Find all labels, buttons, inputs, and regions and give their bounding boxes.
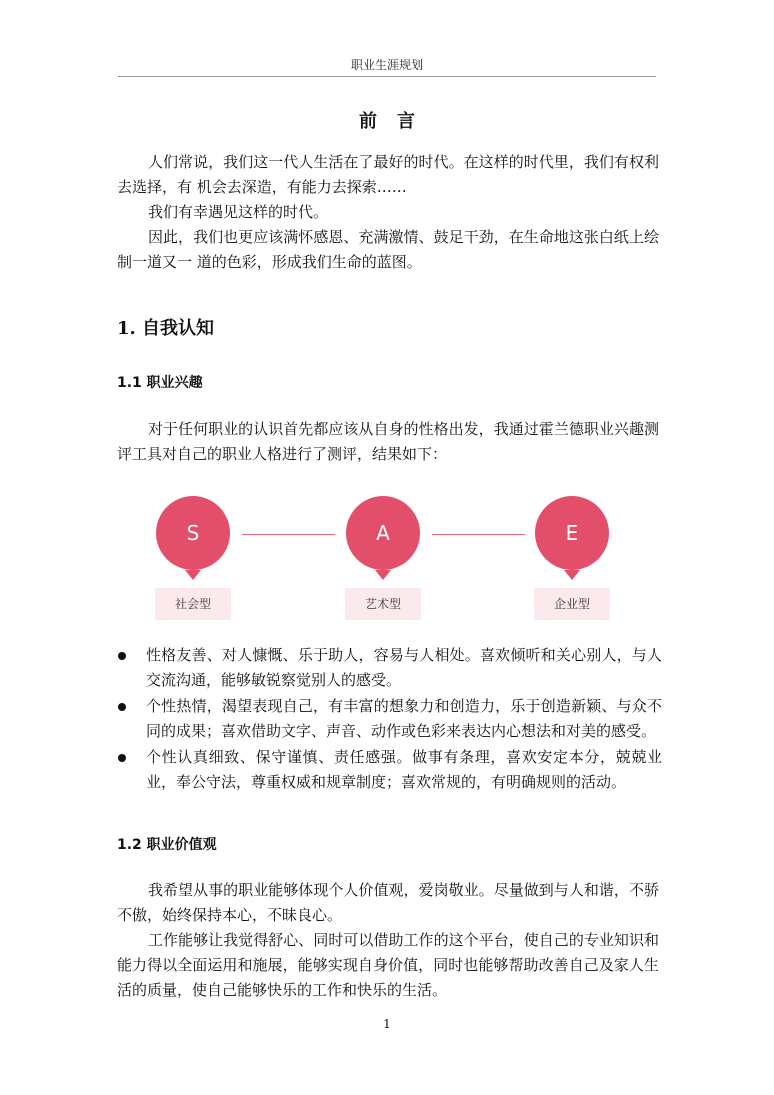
preface-paragraph-2: 我们有幸遇见这样的时代。: [148, 203, 329, 221]
holland-type-enterprising: [532, 494, 612, 624]
list-item-text: 性格友善、对人慷慨、乐于助人，容易与人相处。喜欢倾听和关心别人，与人交流沟通，能够敏锐察觉别人的感受。: [146, 646, 662, 689]
section-heading-self-awareness: 1. 自我认知: [117, 318, 215, 339]
type-letter-circle: A: [346, 496, 420, 570]
type-letter-circle: E: [535, 496, 609, 570]
bullet-icon: [118, 703, 126, 711]
pointer-triangle: [564, 570, 580, 580]
preface-paragraph-1: 人们常说，我们这一代人生活在了最好的时代。在这样的时代里，我们有权利去选择，有 机会去深造，有能力去探索……: [117, 153, 659, 196]
career-values-paragraph-2: 工作能够让我觉得舒心、同时可以借助工作的这个平台，使自己的专业知识和能力得以全面运用和施展，能够实现自身价值，同时也能够帮助改善自己及家人生活的质量，使自己能够快乐的工作和快乐的生活。: [117, 931, 659, 999]
page-number: 1: [383, 1017, 391, 1031]
list-item: [117, 694, 662, 744]
list-item-text: 个性认真细致、保守谨慎、责任感强。做事有条理，喜欢安定本分，兢兢业业，奉公守法，尊重权威和规章制度；喜欢常规的，有明确规则的活动。: [146, 748, 662, 791]
holland-code-figure: [150, 494, 620, 630]
holland-type-artistic: [343, 494, 423, 624]
personality-bullet-list: [117, 643, 662, 796]
list-item: [117, 643, 662, 693]
running-header: 职业生涯规划: [350, 58, 423, 72]
pointer-triangle: [185, 570, 201, 580]
career-values-paragraph-1: 我希望从事的职业能够体现个人价值观，爱岗敬业。尽量做到与人和谐，不骄不傲，始终保持本心，不昧良心。: [117, 881, 659, 924]
subsection-heading-career-interest: 1.1 职业兴趣: [117, 375, 203, 391]
bullet-icon: [118, 754, 126, 762]
list-item-text: 个性热情，渴望表现自己，有丰富的想象力和创造力，乐于创造新颖、与众不同的成果；喜欢借助文字、声音、动作或色彩来表达内心想法和对美的感受。: [146, 697, 662, 740]
header-divider: [118, 76, 656, 77]
type-label: 艺术型: [345, 588, 421, 620]
preface-title: 前言: [359, 111, 435, 132]
subsection-heading-career-values: 1.2 职业价值观: [117, 837, 217, 853]
bullet-icon: [118, 652, 126, 660]
holland-type-social: [153, 494, 233, 624]
list-item: [117, 745, 662, 795]
type-label: 企业型: [534, 588, 610, 620]
preface-paragraph-3: 因此，我们也更应该满怀感恩、充满激情、鼓足干劲，在生命地这张白纸上绘制一道又一 道的色彩，形成我们生命的蓝图。: [117, 228, 659, 271]
career-interest-intro: 对于任何职业的认识首先都应该从自身的性格出发，我通过霍兰德职业兴趣测评工具对自己的职业人格进行了测评，结果如下：: [117, 420, 659, 463]
type-letter-circle: S: [156, 496, 230, 570]
connector-line: [242, 534, 335, 535]
type-label: 社会型: [155, 588, 231, 620]
pointer-triangle: [375, 570, 391, 580]
connector-line: [432, 534, 525, 535]
